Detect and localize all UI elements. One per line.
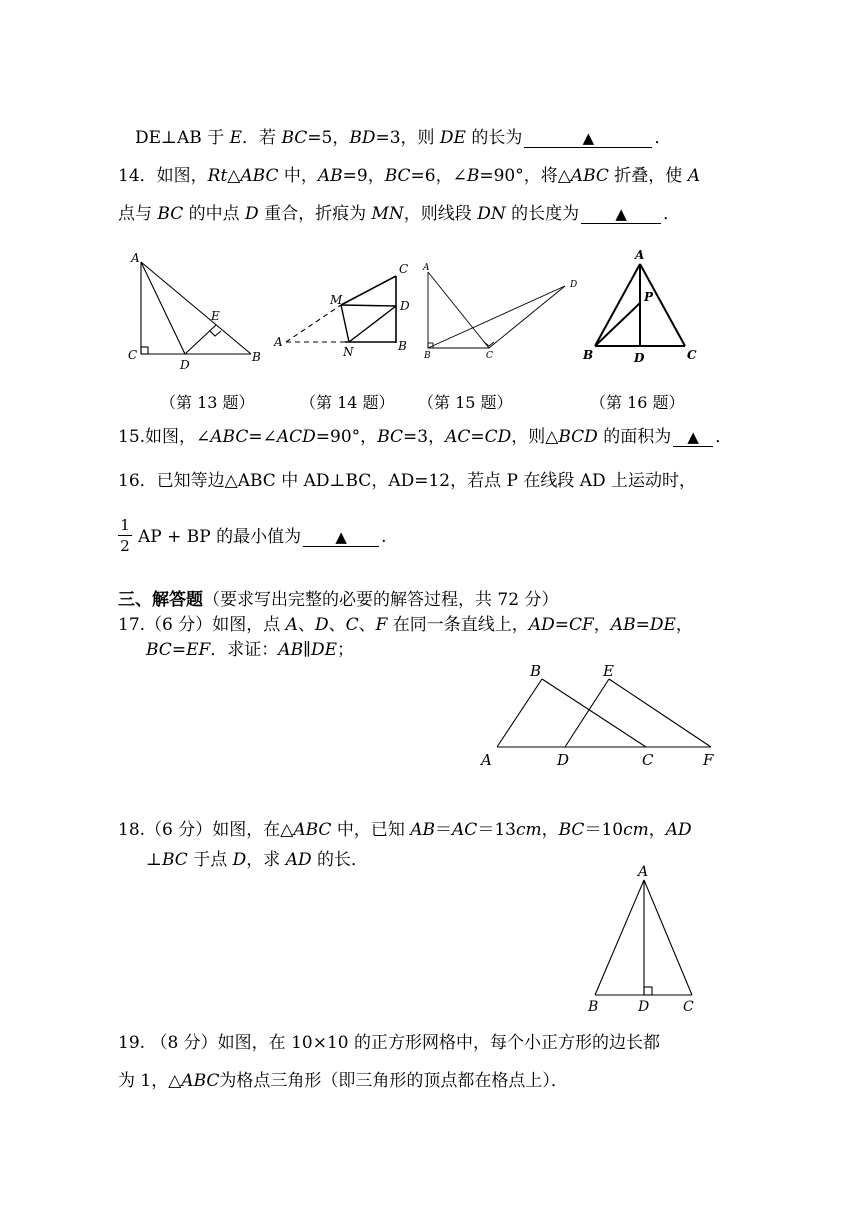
q17-line-2 [146,639,354,661]
text-run: ．求证： [210,640,279,660]
text-run: 14．如图， [118,166,208,186]
caption-fig14: （第 14 题） [300,393,395,412]
q19-line-1: 19. （8 分）如图，在 10×10 的正方形网格中，每个小正方形的边长都 [118,1033,660,1053]
answer-blank-14[interactable]: ▲ [581,205,661,224]
text-run: AB [410,820,436,840]
text-run: = [554,615,569,635]
answer-blank-13[interactable]: ▲ [524,129,652,148]
text-run: ． [654,128,672,148]
text-run: 重合，折痕为 [258,204,372,224]
fig18-right-angle-D [644,987,652,995]
fig13-label-A: A [131,251,140,265]
text-run: CD [484,427,512,447]
text-run: ．若 [242,128,282,148]
fig17-label-C: C [642,751,654,769]
text-run: BC [162,850,188,870]
text-run: AC [452,820,478,840]
fig17-label-F: F [703,751,714,769]
text-run: ， [675,615,693,635]
fig15-edge-CD [489,286,565,348]
text-run: 18.（6 分）如图，在△ [118,820,294,840]
text-run: 15.如图，∠ [118,427,211,447]
text-run: ， [593,615,611,635]
text-run: BC [377,427,404,447]
fig15-label-C: C [486,351,493,361]
text-run: ，求 [246,850,286,870]
q15-line [118,426,732,448]
fig17-label-A: A [481,751,492,769]
figure-15 [428,272,565,348]
fig18-edge-AB [595,880,644,995]
fig13-label-B: B [252,350,261,364]
q16-fraction [118,516,132,555]
text-run: D [232,850,247,870]
fig16-label-P: P [644,290,654,304]
text-run: ，则△ [511,427,559,447]
text-run: cm [515,820,542,840]
fig15-label-D: D [570,280,578,290]
text-run: BC [558,820,585,840]
fig13-edge-AD [141,262,185,354]
answer-blank-16[interactable]: ▲ [303,528,379,547]
fig16-label-C: C [687,348,697,362]
text-run: AB [278,640,304,660]
fig13-right-angle-C [141,347,148,354]
fig14-label-C: C [399,262,409,276]
text-run: = [171,640,187,660]
text-run: D [314,615,329,635]
text-run: AC [445,427,471,447]
text-run: 于点 [187,850,233,870]
text-run: MN [371,204,404,224]
text-run: DN [477,204,506,224]
section-note: （要求写出完整的必要的解答过程，共 72 分） [203,590,559,610]
text-run: A [285,615,298,635]
text-run: ＝ [435,820,453,840]
text-run: 为格点三角形（即三角形的顶点都在格点上）． [219,1071,568,1091]
text-run: AD [665,820,692,840]
text-run: =9， [342,166,385,186]
fig16-edge-AB [595,264,640,346]
text-run: DE⊥AB 于 [135,128,230,148]
text-run: E [229,128,243,148]
text-run: F [375,615,388,635]
text-run: ABC [570,166,609,186]
text-run: A [687,166,700,186]
text-run: ⊥ [146,850,162,870]
text-run: ABC [181,1071,220,1091]
fig18-label-A: A [638,864,649,880]
caption-fig15: （第 15 题） [418,393,513,412]
fig18-label-C: C [683,999,694,1015]
text-run: AD [528,615,555,635]
text-run: BC [146,640,172,660]
text-run: ， [541,820,559,840]
text-run: EF [186,640,211,660]
fig15-label-B: B [424,351,431,361]
answer-blank-15[interactable]: ▲ [673,428,713,447]
text-run: AB [610,615,636,635]
fig17-label-B: B [530,662,542,680]
fig16-edge-BP [595,303,640,346]
fig14-label-N: N [343,345,354,359]
text-run: =3， [403,427,446,447]
fig17-label-E: E [603,662,614,680]
fig16-label-D: D [634,351,645,365]
fig13-label-E: E [211,309,220,323]
text-run: =∠ [248,427,277,447]
text-run: 中， [278,166,318,186]
text-run: = [635,615,650,635]
figure-14 [286,276,396,343]
text-run: =90°， [315,427,378,447]
text-run: . [381,527,387,547]
text-run: ， [648,820,666,840]
fig14-edge-MD [341,305,396,306]
text-run: 、 [297,615,315,635]
fig15-label-A: A [423,263,430,273]
q16-line-1: 16．已知等边△ABC 中 AD⊥BC，AD=12，若点 P 在线段 AD 上运动时， [118,471,697,491]
text-run: BCD [558,427,598,447]
fig13-label-C: C [128,348,138,362]
text-run: 折叠，使 [608,166,688,186]
text-run: C [345,615,359,635]
text-run: 17.（6 分）如图，点 [118,615,286,635]
text-run: BC [281,128,308,148]
text-run: =6，∠ [410,166,467,186]
fig18-label-B: B [588,999,599,1015]
text-run: BD [349,128,376,148]
text-run: △ [227,166,241,186]
fig13-right-angle-E [210,331,221,336]
text-run: = [470,427,485,447]
figure-13 [141,262,251,354]
text-run: 的长度为 [505,204,580,224]
text-run: DE [310,640,337,660]
text-run: 、 [358,615,376,635]
text-run: ABC [240,166,279,186]
text-run: ABC [293,820,332,840]
text-run: ∥ [303,640,311,660]
fig14-edge-ND [349,306,396,342]
fig17-edge-AB [497,679,542,747]
text-run: Rt [207,166,228,186]
figure-17 [497,679,711,747]
text-run: =3，则 [375,128,440,148]
fig14-label-B: B [398,339,407,353]
q19-line-2 [118,1070,568,1092]
section-title: 三、解答题 [118,590,203,610]
text-run: =5， [307,128,350,148]
text-run: =90°，将△ [479,166,571,186]
text-run: D [245,204,259,224]
text-run: ． [663,204,681,224]
fig15-edge-AC [428,272,489,348]
q17-line-1 [118,614,693,636]
text-run: ； [336,640,354,660]
text-run: ACD [276,427,316,447]
text-run: ＝13 [477,820,516,840]
fig14-edge-AM [286,305,341,342]
fraction-numerator: 1 [120,516,130,534]
text-run: BC [384,166,411,186]
text-run: 点与 [118,204,158,224]
text-run: DE [649,615,676,635]
text-run: 中，已知 [331,820,411,840]
fig13-edge-DE [185,325,216,354]
text-run: ABC [210,427,249,447]
fraction-bar [118,535,132,536]
text-run: AD [285,850,312,870]
text-run: ，则线段 [403,204,478,224]
fig14-edge-MC [341,276,396,305]
text-run: B [466,166,480,186]
text-run: 的长． [311,850,369,870]
text-run: DE [439,128,466,148]
text-run: AP + BP 的最小值为 [138,527,302,547]
fig17-edge-BC [542,679,646,747]
fig14-label-M: M [330,293,343,307]
fraction-denominator: 2 [120,537,130,555]
text-run: 的中点 [183,204,246,224]
fig18-edge-AC [644,880,692,995]
fig16-label-B: B [583,348,594,362]
fig15-edge-BD [428,286,565,348]
q16-line-2 [138,526,387,548]
text-run: 的面积为 [597,427,672,447]
text-run: cm [623,820,649,840]
q18-line-2 [146,849,368,871]
text-run: ＝10 [584,820,624,840]
fig17-edge-DE [565,679,609,747]
fig17-label-D: D [557,751,570,769]
text-run: CF [568,615,594,635]
fig13-label-D: D [180,358,190,372]
fig14-edge-MN [341,305,349,342]
text-run: AB [317,166,343,186]
text-run: 在同一条直线上， [387,615,529,635]
caption-fig13: （第 13 题） [160,393,255,412]
caption-fig16: （第 16 题） [590,393,685,412]
figure-18 [595,880,692,995]
text-run: 的长为 [465,128,523,148]
text-run: 、 [328,615,346,635]
section-3-heading [118,589,558,611]
q18-line-1 [118,819,692,841]
text-run: ． [715,427,733,447]
fig18-label-D: D [638,999,650,1015]
figure-16 [595,264,685,346]
fig13-edge-AB [141,262,251,354]
fig16-label-A: A [635,248,645,262]
fig16-edge-AC [640,264,685,346]
fig14-label-D: D [400,299,410,313]
text-run: 为 1，△ [118,1071,182,1091]
text-run: BC [157,204,184,224]
fig14-label-A: A [274,335,283,349]
fig17-edge-EF [609,679,711,747]
